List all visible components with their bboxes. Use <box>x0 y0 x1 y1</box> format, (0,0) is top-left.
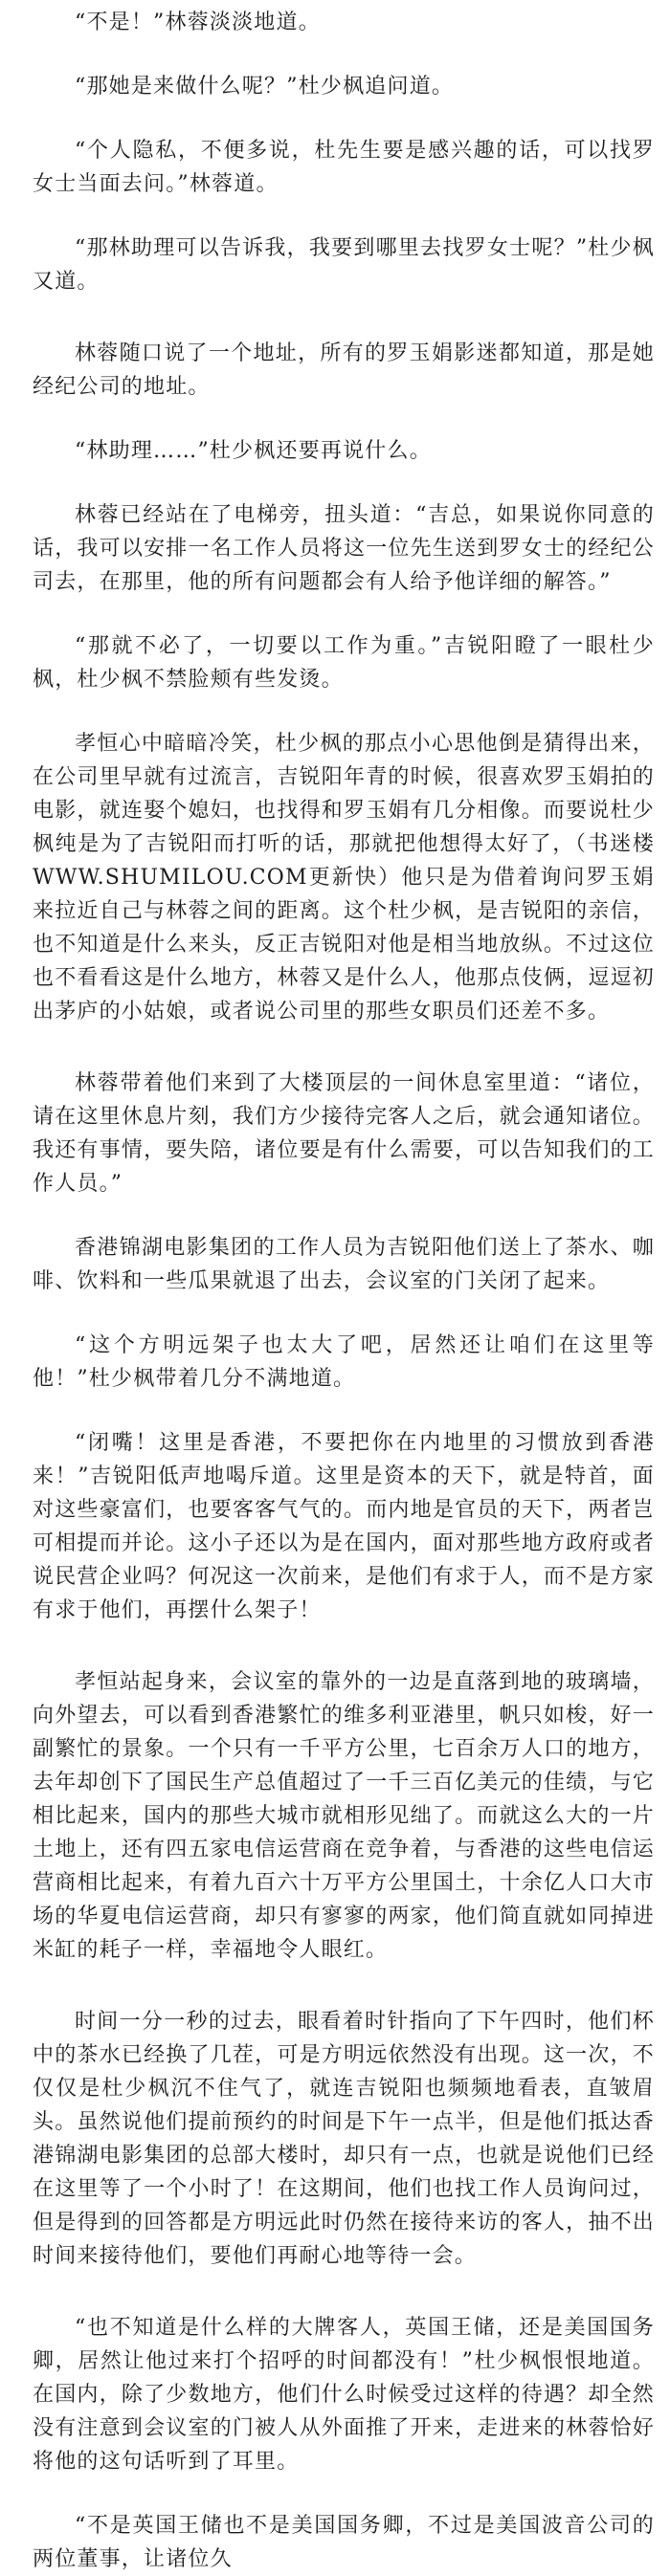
paragraph: “个人隐私，不便多说，杜先生要是感兴趣的话，可以找罗女士当面去问。”林蓉道。 <box>33 139 655 196</box>
paragraph: 香港锦湖电影集团的工作人员为吉锐阳他们送上了茶水、咖啡、饮料和一些瓜果就退了出去，会议室的门关闭了起来。 <box>33 1236 655 1293</box>
paragraph: 孝恒心中暗暗冷笑，杜少枫的那点小心思他倒是猜得出来，在公司里早就有过流言，吉锐阳年青的时候，很喜欢罗玉娟拍的电影，就连娶个媳妇，也找得和罗玉娟有几分相像。而要说杜少枫纯是为了吉锐阳而打听的话，那就把他想得太好了，（书迷楼WWW.SHUMILOU.COM更新快）他只是为借着询问罗玉娟来拉近自己与林蓉之间的距离。这个杜少枫，是吉锐阳的亲信，也不知道是什么来头，反正吉锐阳对他是相当地放纵。不过这位也不看看这是什么地方，林蓉又是什么人，他那点伎俩，逗逗初出茅庐的小姑娘，或者说公司里的那些女职员们还差不多。 <box>33 732 655 1024</box>
paragraph: “不是英国王储也不是美国国务卿，不过是美国波音公司的两位董事，让诸位久 <box>33 2514 655 2571</box>
paragraph: 时间一分一秒的过去，眼看着时针指向了下午四时，他们杯中的茶水已经换了几茬，可是方明远依然没有出现。这一次，不仅仅是杜少枫沉不住气了，就连吉锐阳也频频地看表，直皱眉头。虽然说他们提前预约的时间是下午一点半，但是他们抵达香港锦湖电影集团的总部大楼时，却只有一点，也就是说他们已经在这里等了一个小时了！在这期间，他们也找工作人员询问过，但是得到的回答都是方明远此时仍然在接待来访的客人，抽不出时间来接待他们，要他们再耐心地等待一会。 <box>33 2010 655 2268</box>
paragraph: “那林助理可以告诉我，我要到哪里去找罗女士呢？”杜少枫又道。 <box>33 236 655 294</box>
paragraph: 林蓉已经站在了电梯旁，扭头道：“吉总，如果说你同意的话，我可以安排一名工作人员将这一位先生送到罗女士的经纪公司去，在那里，他的所有问题都会有人给予他详细的解答。” <box>33 503 655 594</box>
paragraph: “那她是来做什么呢？”杜少枫追问道。 <box>75 75 455 99</box>
paragraph: “林助理……”杜少枫还要再说什么。 <box>75 439 432 463</box>
paragraph: “这个方明远架子也太大了吧，居然还让咱们在这里等他！”杜少枫带着几分不满地道。 <box>33 1333 655 1391</box>
paragraph: 林蓉带着他们来到了大楼顶层的一间休息室里道：“诸位，请在这里休息片刻，我们方少接待完客人之后，就会通知诸位。我还有事情，要失陪，诸位要是有什么需要，可以告知我们的工作人员。” <box>33 1071 655 1196</box>
paragraph: “不是！”林蓉淡淡地道。 <box>75 11 321 34</box>
paragraph: “也不知道是什么样的大牌客人，英国王储，还是美国国务卿，居然让他过来打个招呼的时间都没有！”杜少枫恨恨地道。在国内，除了少数地方，他们什么时候受过这样的待遇？却全然没有注意到会议室的门被人从外面推了开来，走进来的林蓉恰好将他的这句话听到了耳里。 <box>33 2316 655 2474</box>
paragraph: 林蓉随口说了一个地址，所有的罗玉娟影迷都知道，那是她经纪公司的地址。 <box>33 341 655 399</box>
paragraph: 孝恒站起身来，会议室的靠外的一边是直落到地的玻璃墙，向外望去，可以看到香港繁忙的维多利亚港里，帆只如梭，好一副繁忙的景象。一个只有一千平方公里，七百余万人口的地方，去年却创下了国民生产总值超过了一千三百亿美元的佳绩，与它相比起来，国内的那些大城市就相形见绌了。而就这么大的一片土地上，还有四五家电信运营商在竞争着，与香港的这些电信运营商相比起来，有着九百六十万平方公里国土，十余亿人口大市场的华夏电信运营商，却只有寥寥的两家，他们简直就如同掉进米缸的耗子一样，幸福地令人眼红。 <box>33 1670 655 1962</box>
paragraph: “闭嘴！这里是香港，不要把你在内地里的习惯放到香港来！”吉锐阳低声地喝斥道。这里是资本的天下，就是特首，面对这些豪富们，也要客客气气的。而内地是官员的天下，两者岂可相提而并论。这小子还以为是在国内，面对那些地方政府或者说民营企业吗？何况这一次前来，是他们有求于人，而不是方家有求于他们，再摆什么架子！ <box>33 1431 655 1622</box>
paragraph: “那就不必了，一切要以工作为重。”吉锐阳瞪了一眼杜少枫，杜少枫不禁脸颊有些发烫。 <box>33 634 655 692</box>
